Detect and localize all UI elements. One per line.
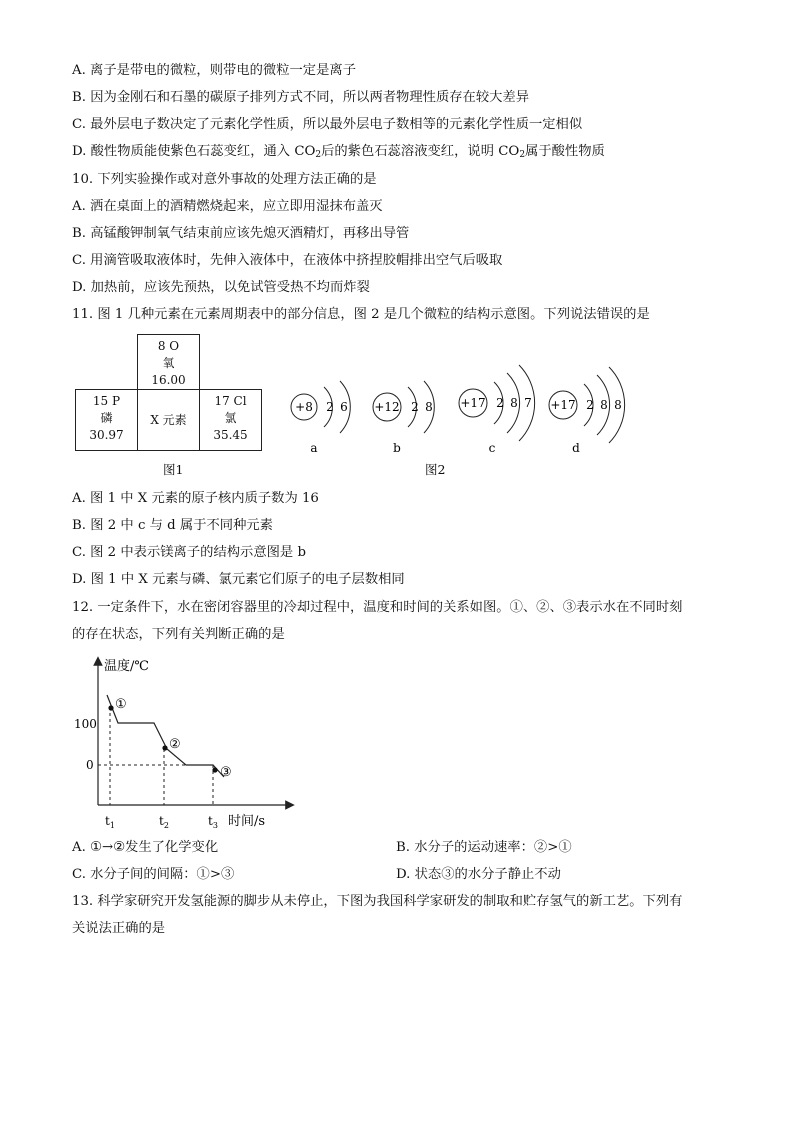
periodic-table-figure	[75, 334, 263, 454]
particle-c	[459, 365, 535, 455]
label-a: a	[310, 441, 318, 455]
shell-b-2: 8	[425, 400, 433, 414]
shell-d-3: 8	[614, 398, 622, 412]
q11-option-b: B. 图 2 中 c 与 d 属于不同种元素	[72, 518, 273, 533]
x-axis-label: 时间/s	[228, 814, 266, 829]
shell-a-1: 2	[326, 400, 334, 414]
x-tick-t2: $t_2$	[159, 814, 169, 830]
cell-x-element: X 元素	[137, 389, 200, 451]
x-tick-t3: $t_3$	[208, 814, 218, 830]
q11-option-d: D. 图 1 中 X 元素与磷、氯元素它们原子的电子层数相同	[72, 572, 405, 587]
shell-a-2: 6	[340, 400, 348, 414]
q10-option-d: D. 加热前，应该先预热，以免试管受热不均而炸裂	[72, 280, 370, 295]
q9-option-d: D. 酸性物质能使紫色石蕊变红，通入 $CO_2$后的紫色石蕊溶液变红，说明 $CO_2$属于酸性物质	[72, 144, 605, 160]
y-axis-label: 温度/℃	[104, 659, 149, 674]
q13-stem-line2: 关说法正确的是	[72, 921, 166, 936]
q12-option-b: B. 水分子的运动速率：②>①	[396, 840, 572, 855]
q11-stem: 11. 图 1 几种元素在元素周期表中的部分信息，图 2 是几个微粒的结构示意图。下列说法错误的是	[72, 307, 650, 322]
shell-d-2: 8	[600, 398, 608, 412]
shell-d-1: 2	[586, 398, 594, 412]
q12-option-c: C. 水分子间的间隔：①>③	[72, 867, 235, 882]
y-tick-100: 100	[74, 717, 97, 731]
particle-d	[549, 367, 625, 455]
q10-option-a: A. 洒在桌面上的酒精燃烧起来，应立即用湿抹布盖灭	[72, 199, 383, 214]
cooling-curve-graph	[70, 655, 310, 835]
y-tick-0: 0	[86, 758, 94, 772]
fig1-caption: 图1	[163, 462, 184, 477]
cell-phosphorus: 15 P 磷 30.97	[75, 389, 138, 451]
state-label-3: ③	[220, 765, 232, 780]
state-label-1: ①	[115, 697, 127, 712]
q9-option-b: B. 因为金刚石和石墨的碳原子排列方式不同，所以两者物理性质存在较大差异	[72, 90, 530, 105]
q12-stem-line1: 12. 一定条件下，水在密闭容器里的冷却过程中，温度和时间的关系如图。①、②、③表示水在不同时刻	[72, 600, 683, 615]
nucleus-a: +8	[295, 400, 313, 414]
shell-c-2: 8	[510, 396, 518, 410]
fig2-caption: 图2	[425, 462, 446, 477]
q9-option-c: C. 最外层电子数决定了元素化学性质，所以最外层电子数相等的元素化学性质一定相似	[72, 117, 583, 132]
x-tick-t1: $t_1$	[105, 814, 115, 830]
nucleus-c: +17	[460, 396, 486, 410]
atom-structure-figure	[280, 355, 620, 460]
state-point-2	[162, 745, 167, 750]
cell-oxygen: 8 O 氧 16.00	[137, 334, 200, 390]
label-b: b	[393, 441, 401, 455]
cell-chlorine: 17 Cl 氯 35.45	[199, 389, 262, 451]
nucleus-d: +17	[550, 398, 576, 412]
q11-option-c: C. 图 2 中表示镁离子的结构示意图是 b	[72, 545, 306, 560]
q13-stem-line1: 13. 科学家研究开发氢能源的脚步从未停止，下图为我国科学家研发的制取和贮存氢气的新工艺。下列有	[72, 894, 683, 909]
shell-c-3: 7	[524, 396, 532, 410]
q12-option-d: D. 状态③的水分子静止不动	[396, 867, 561, 882]
particle-a	[291, 381, 350, 455]
label-d: d	[572, 441, 580, 455]
q12-option-a: A. ①→②发生了化学变化	[72, 840, 219, 855]
q10-option-c: C. 用滴管吸取液体时，先伸入液体中，在液体中挤捏胶帽排出空气后吸取	[72, 253, 503, 268]
state-point-3	[212, 767, 217, 772]
state-label-2: ②	[169, 737, 181, 752]
shell-c-1: 2	[496, 396, 504, 410]
q11-option-a: A. 图 1 中 X 元素的原子核内质子数为 16	[72, 491, 319, 506]
q10-option-b: B. 高锰酸钾制氧气结束前应该先熄灭酒精灯，再移出导管	[72, 226, 410, 241]
nucleus-b: +12	[374, 400, 400, 414]
q12-stem-line2: 的存在状态，下列有关判断正确的是	[72, 627, 285, 642]
shell-b-1: 2	[411, 400, 419, 414]
label-c: c	[488, 441, 496, 455]
q10-stem: 10. 下列实验操作或对意外事故的处理方法正确的是	[72, 172, 377, 187]
state-point-1	[108, 705, 113, 710]
particle-b	[373, 381, 434, 455]
q9-option-a: A. 离子是带电的微粒，则带电的微粒一定是离子	[72, 63, 356, 78]
